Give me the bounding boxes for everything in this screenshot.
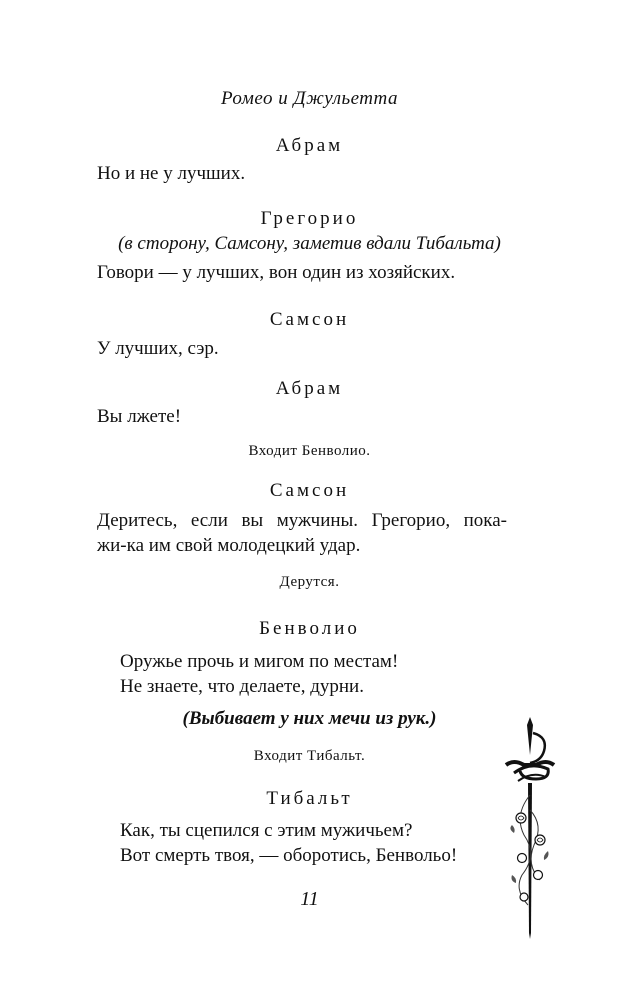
running-header: Ромео и Джульетта bbox=[221, 88, 398, 109]
speaker-name: Бенволио bbox=[259, 618, 360, 639]
speaker-name: Самсон bbox=[269, 480, 350, 501]
verse-line: Оружье прочь и мигом по местам! bbox=[120, 651, 399, 672]
speaker-name: Грегорио bbox=[260, 208, 359, 229]
verse-line: Вот смерть твоя, — оборотись, Бенвольо! bbox=[120, 845, 458, 866]
verse-line: Как, ты сцепился с этим мужичьем? bbox=[120, 820, 413, 841]
stage-entry: Входит Тибальт. bbox=[253, 748, 366, 764]
speaker-name: Самсон bbox=[269, 309, 350, 330]
dialogue-line: жи-ка им свой молодецкий удар. bbox=[97, 535, 361, 556]
sword-with-roses-icon bbox=[500, 715, 560, 940]
dialogue-line: У лучших, сэр. bbox=[97, 338, 219, 359]
stage-direction-italic: (Выбивает у них мечи из рук.) bbox=[182, 708, 437, 729]
dialogue-line: Вы лжете! bbox=[97, 406, 182, 427]
dialogue-line: Но и не у лучших. bbox=[97, 163, 246, 184]
stage-direction-italic: (в сторону, Самсону, заметив вдали Тибальта) bbox=[118, 233, 501, 254]
page-number: 11 bbox=[300, 888, 319, 910]
verse-line: Не знаете, что делаете, дурни. bbox=[120, 676, 364, 697]
stage-entry: Входит Бенволио. bbox=[248, 443, 371, 459]
speaker-name: Абрам bbox=[275, 378, 344, 399]
stage-entry: Дерутся. bbox=[279, 574, 340, 590]
dialogue-line: Деритесь, если вы мужчины. Грегорио, пока- bbox=[97, 510, 507, 531]
dialogue-line: Говори — у лучших, вон один из хозяйских. bbox=[97, 262, 456, 283]
speaker-name: Абрам bbox=[275, 135, 344, 156]
speaker-name: Тибальт bbox=[266, 788, 353, 809]
